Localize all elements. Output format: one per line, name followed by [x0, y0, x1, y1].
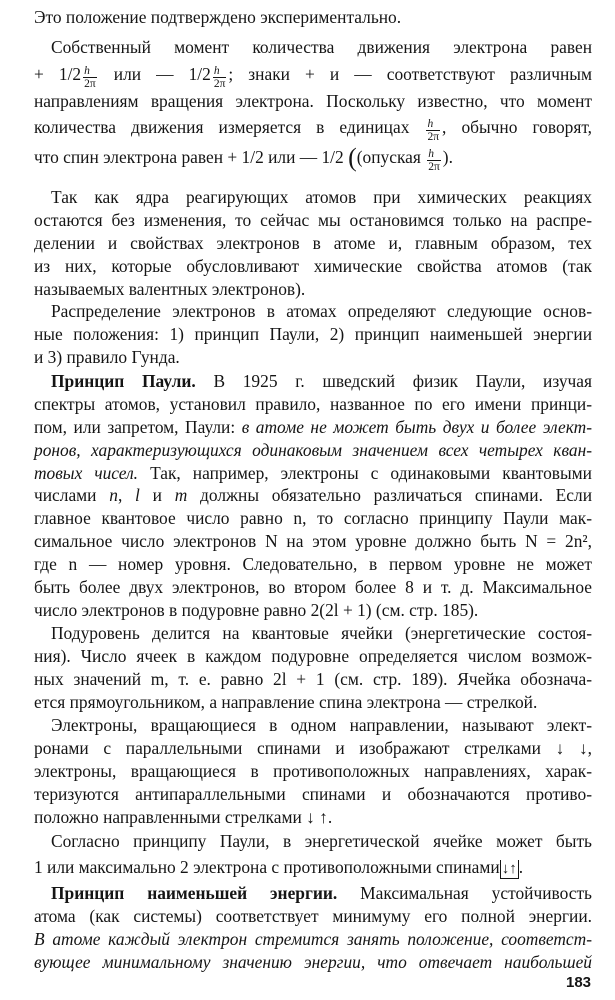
text-line: делении и свойствах электронов в атоме и, главным образом, тех: [34, 232, 592, 253]
text-span: количества движения измеряется в единицах: [34, 116, 410, 137]
text-span: ; знаки + и — соответствуют различным: [228, 63, 592, 84]
text-span: что спин электрона равен + 1/2 или — 1/2: [34, 146, 344, 167]
text-line: и 3) правило Гунда.: [34, 346, 180, 367]
text-line: Принцип наименьшей энергии. Максимальная устойчивость: [51, 883, 592, 903]
paragraph-min-energy: [34, 882, 592, 974]
text-line-formula: [34, 116, 592, 143]
paragraph-distribution: [34, 300, 592, 369]
text-line: [34, 462, 592, 485]
paragraph-reactions: [34, 186, 592, 300]
text-line: называемых валентных электронов).: [34, 278, 306, 299]
text-line: [34, 370, 592, 393]
paragraph-parallel-spins: [34, 714, 592, 828]
text-line: теризуются антипараллельными спинами и обозначаются противо-: [34, 783, 592, 804]
paragraph-cell-capacity: [34, 830, 592, 879]
text-span: пом, или запретом, Паули:: [34, 416, 236, 437]
text-line: ные положения: 1) принцип Паули, 2) принцип наименьшей энергии: [34, 323, 592, 344]
italic-line: В атоме каждый электрон стремится занять положение, соответст-: [34, 928, 592, 949]
text-line: ния). Число ячеек в каждом подуровне определяется числом возмож-: [34, 645, 592, 666]
italic-line: ронов, характеризующихся одинаковым значением всех четырех кван-: [34, 439, 592, 460]
text-line: из них, которые обусловливают химические свойства атомов (так: [34, 255, 592, 276]
text-span: (опуская: [356, 146, 421, 167]
text-line: Согласно принципу Паули, в энергетической ячейке может быть: [51, 831, 592, 851]
text-span: , обычно говорят,: [442, 116, 592, 137]
page-number: 183: [566, 974, 592, 991]
formula-minus-half: или — 1/2: [113, 63, 211, 84]
text-line: Это положение подтверждено экспериментально.: [34, 7, 402, 27]
text-line-formula: [34, 142, 592, 173]
text-line: числами n, l и m должны обязательно различаться спинами. Если: [34, 485, 592, 506]
text-line: симальное число электронов N на этом уровне должно быть N = 2n²,: [34, 531, 592, 552]
text-line: положно направленными стрелками ↓ ↑.: [34, 806, 333, 827]
text-line: электроны, вращающиеся в противоположных направлениях, харак-: [34, 760, 592, 781]
section-heading-min-energy: Принцип наименьшей энергии.: [51, 883, 338, 903]
text-line: остаются без изменения, то сейчас мы остановимся только на распре-: [34, 209, 592, 230]
text-line: Собственный момент количества движения электрона равен: [51, 37, 592, 57]
section-heading-pauli: Принцип Паули.: [51, 371, 196, 391]
text-line: атома (как системы) соответствует минимуму его полной энергии.: [34, 905, 592, 926]
fraction-h-2pi: $\frac{h}{2\pi}$: [213, 64, 226, 90]
italic-span: товых чисел.: [34, 462, 139, 483]
text-line: спектры атомов, установил правило, названное по его имени принци-: [34, 393, 592, 414]
text-line: 1 или максимально 2 электрона с противоположными спинами ↓↑ .: [34, 856, 524, 877]
paragraph-spin: [34, 36, 592, 173]
quantum-cell-diagram: ↓↑: [501, 860, 517, 877]
text-line-formula: [34, 63, 592, 90]
text-span: Так, например, электроны с одинаковыми квантовыми: [150, 462, 592, 483]
text-span: В 1925 г. шведский физик Паули, изучая: [213, 371, 592, 391]
text-line: где n — номер уровня. Следовательно, в первом уровне не может: [34, 554, 592, 575]
paragraph-experiment: [34, 6, 592, 29]
text-span: ).: [442, 146, 453, 167]
text-line: ных значений m, т. е. равно 2l + 1 (см. стр. 189). Ячейка обознача-: [34, 668, 592, 689]
paren-open: (: [348, 142, 357, 172]
text-line: Распределение электронов в атомах определяют следующие основ-: [51, 301, 592, 321]
text-line: быть более двух электронов, во втором более 8 и т. д. Максимальное: [34, 577, 592, 598]
text-line: Подуровень делится на квантовые ячейки (энергетические состоя-: [51, 623, 592, 643]
fraction-h-2pi: $\frac{h}{2\pi}$: [427, 117, 440, 143]
text-line: ронами с параллельными спинами и изображают стрелками ↓ ↓,: [34, 737, 592, 758]
text-line: [34, 416, 592, 439]
text-line: направлениям вращения электрона. Поскольку известно, что момент: [34, 90, 592, 111]
paragraph-sublevel: [34, 622, 592, 714]
italic-span: в атоме не может быть двух и более элект-: [241, 416, 592, 437]
text-line: Так как ядра реагирующих атомов при химических реакциях: [51, 187, 592, 207]
fraction-h-2pi: $\frac{h}{2\pi}$: [428, 147, 440, 173]
formula-plus-half: + 1/2: [34, 63, 82, 84]
text-line: ется прямоугольником, а направление спина электрона — стрелкой.: [34, 691, 538, 712]
text-line: Электроны, вращающиеся в одном направлении, называют элект-: [51, 715, 592, 735]
italic-line: вующее минимальному значению энергии, что отвечает наибольшей: [34, 951, 592, 972]
text-line: главное квантовое число равно n, то согласно принципу Паули мак-: [34, 508, 592, 529]
paragraph-pauli: [34, 370, 592, 622]
text-line: число электронов в подуровне равно 2(2l + 1) (см. стр. 185).: [34, 599, 479, 620]
fraction-h-2pi: $\frac{h}{2\pi}$: [84, 64, 96, 90]
